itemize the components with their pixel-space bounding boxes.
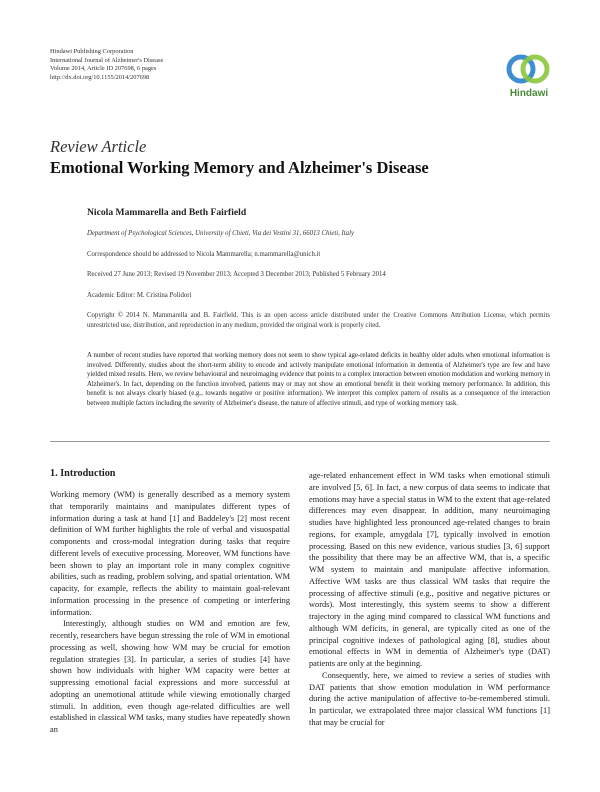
paragraph: Working memory (WM) is generally described as a memory system that temporarily maintains and manipulates different types of information during a task at hand [1] and Baddeley's [2] most recent definition of WM further highlights the role of verbal and visuospatial components and cross-modal integration during tasks that require different levels of executive processing. Moreover, WM functions have been shown to play an important role in many complex cognitive abilities, such as reading, problem solving, and spatial orientation. WM capacity, for example, reflects the ability to maintain goal-relevant information processing in the presence of competing or interfering information.: [50, 490, 290, 617]
article-dates: Received 27 June 2013; Revised 19 November 2013; Accepted 3 December 2013; Published 5 February 2014: [87, 271, 386, 278]
article-type: Review Article: [50, 137, 147, 156]
volume-info: Volume 2014, Article ID 207698, 6 pages: [50, 65, 157, 73]
section-divider: [50, 441, 550, 442]
author-list: Nicola Mammarella and Beth Fairfield: [87, 207, 247, 218]
publisher-name: Hindawi Publishing Corporation: [50, 48, 134, 55]
paragraph: Consequently, here, we aimed to review a series of studies with DAT patients that show emotion modulation in WM performance during the active manipulation of affective to-be-remembered stimuli. In particular, we extrapolated three major classical WM functions [1] that may be crucial for: [309, 670, 550, 727]
journal-name: International Journal of Alzheimer's Disease: [50, 56, 164, 64]
paragraph: age-related enhancement effect in WM tasks when emotional stimuli are involved [5, 6]. In fact, a new corpus of data seems to indicate that emotions may have a special status in WM to the extent that age-related differences may even disappear. In addition, many neuroimaging studies have highlighted less pronounced age-related changes to brain regions, for example, amygdala [7], typically involved in emotion processing. Based on this new evidence, various studies [3, 6] support the possibility that there may be an affective WM, that is, a specific WM system to maintain and manipulate affective information. Affective WM tasks are thus classical WM tasks that require the processing of affective stimuli (e.g., positive and negative pictures or words). Most interestingly, this system seems to show a different trajectory in the aging mind compared to classical WM functions and although WM deficits, in general, are typically cited as one of the principal cognitive indexes of pathological aging [8], studies about emotional effects in WM in dementia of Alzheimer's type (DAT) patients are only at the beginning.: [309, 471, 550, 668]
hindawi-logo-text: Hindawi: [509, 88, 549, 99]
publication-info: [50, 48, 163, 82]
academic-editor: Academic Editor: M. Cristina Polidori: [87, 292, 192, 299]
section-heading: 1. Introduction: [50, 468, 116, 479]
body-column-right: [309, 470, 550, 729]
hindawi-logo-icon: [498, 48, 558, 88]
doi-link[interactable]: http://dx.doi.org/10.1155/2014/207698: [50, 73, 150, 81]
affiliation: Department of Psychological Sciences, University of Chieti, Via dei Vestini 31, 66013 Chieti, Italy: [87, 230, 354, 237]
hindawi-logo: [498, 48, 558, 104]
copyright-notice: Copyright © 2014 N. Mammarella and B. Fairfield. This is an open access article distributed under the Creative Commons Attribution License, which permits unrestricted use, distribution, and reproduction in any medium, provided the original work is properly cited.: [87, 312, 550, 329]
correspondence: Correspondence should be addressed to Nicola Mammarella; n.mammarella@unich.it: [87, 251, 321, 258]
abstract: A number of recent studies have reported that working memory does not seem to show typical age-related deficits in healthy older adults when emotional information is involved. Differently, studies about the short-term ability to encode and actively manipulate emotional information in dementia of Alzheimer's type are few and have yielded mixed results. Here, we review behavioural and neuroimaging evidence that points to a complex interaction between emotion modulation and working memory in Alzheimer's. In fact, depending on the function involved, patients may or may not show an emotional benefit in their working memory performance. In addition, this benefit is not always clearly biased (e.g., towards negative or positive information). We interpret this complex pattern of results as a consequence of the interaction between multiple factors including the severity of Alzheimer's disease, the nature of affective stimuli, and type of working memory task.: [87, 352, 550, 407]
article-title: Emotional Working Memory and Alzheimer's Disease: [50, 158, 429, 177]
paragraph: Interestingly, although studies on WM and emotion are few, recently, researchers have begun stressing the role of WM in emotional processing as well, showing how WM may be crucial for emotion regulation strategies [3]. In particular, a series of studies [4] have shown how individuals with higher WM capacity were better at suppressing emotional facial expressions and more successful at adopting an unemotional attitude while viewing emotionally charged stimuli. In addition, even though age-related difficulties are well established in classical WM tasks, many studies have repeatedly shown an: [50, 619, 290, 734]
body-column-left: [50, 489, 290, 736]
